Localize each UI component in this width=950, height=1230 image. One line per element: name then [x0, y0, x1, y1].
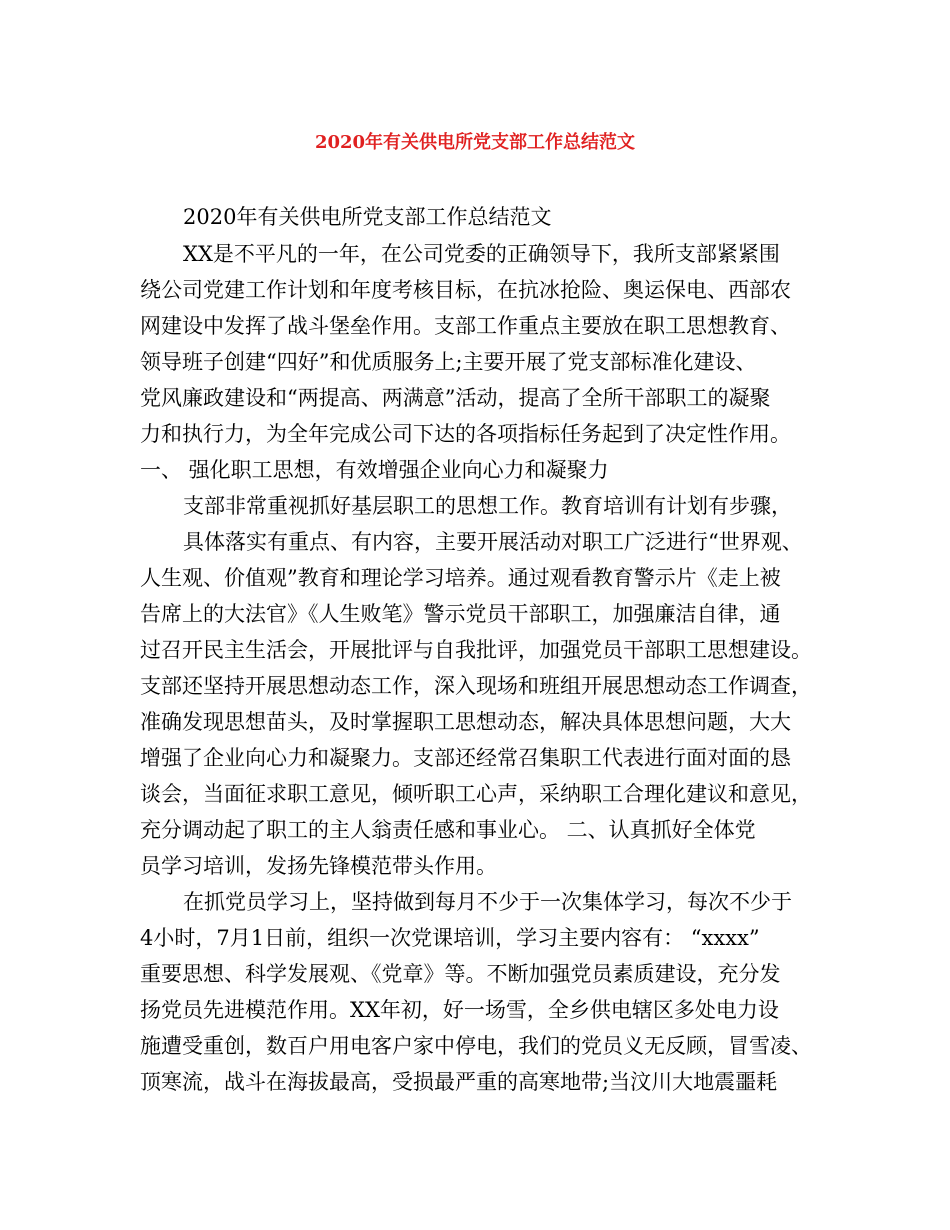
text-line: XX是不平凡的一年，在公司党委的正确领导下，我所支部紧紧围	[183, 242, 780, 266]
text-line: 准确发现思想苗头，及时掌握职工思想动态，解决具体思想问题，大大	[140, 710, 791, 734]
text-line: 党风廉政建设和“两提高、两满意”活动，提高了全所干部职工的凝聚	[140, 386, 771, 410]
section-heading: 一、 强化职工思想，有效增强企业向心力和凝聚力	[140, 458, 609, 482]
text-line: 支部非常重视抓好基层职工的思想工作。教育培训有计划有步骤，	[183, 494, 792, 518]
text-line: 力和执行力，为全年完成公司下达的各项指标任务起到了决定性作用。	[140, 422, 791, 446]
text-line: 顶寒流，战斗在海拔最高，受损最严重的高寒地带;当汶川大地震噩耗	[140, 1070, 778, 1094]
text-line: 员学习培训，发扬先锋模范带头作用。	[140, 854, 497, 878]
text-line: 人生观、价值观”教育和理论学习培养。通过观看教育警示片《走上被	[140, 566, 781, 590]
text-line: 谈会，当面征求职工意见，倾听职工心声，采纳职工合理化建议和意见，	[140, 782, 812, 806]
text-line: 增强了企业向心力和凝聚力。支部还经常召集职工代表进行面对面的恳	[140, 746, 791, 770]
text-line: 支部还坚持开展思想动态工作，深入现场和班组开展思想动态工作调查，	[140, 674, 812, 698]
text-line: 具体落实有重点、有内容，主要开展活动对职工广泛进行“世界观、	[183, 530, 803, 554]
text-line: 在抓党员学习上，坚持做到每月不少于一次集体学习，每次不少于	[183, 890, 792, 914]
text-line: 充分调动起了职工的主人翁责任感和事业心。 二、认真抓好全体党	[140, 818, 756, 842]
text-line: 扬党员先进模范作用。XX年初，好一场雪，全乡供电辖区多处电力设	[140, 998, 779, 1022]
text-line: 4小时，7月1日前，组织一次党课培训，学习主要内容有： “xxxx”	[140, 926, 760, 950]
document-title: 2020年有关供电所党支部工作总结范文	[314, 132, 636, 153]
text-line: 重要思想、科学发展观、《党章》等。不断加强党员素质建设，充分发	[140, 962, 781, 986]
text-line: 绕公司党建工作计划和年度考核目标，在抗冰抢险、奥运保电、西部农	[140, 278, 791, 302]
text-line: 领导班子创建“四好”和优质服务上;主要开展了党支部标准化建设、	[140, 350, 757, 374]
text-line: 网建设中发挥了战斗堡垒作用。支部工作重点主要放在职工思想教育、	[140, 314, 791, 338]
text-line: 施遭受重创，数百户用电客户家中停电，我们的党员义无反顾，冒雪凌、	[140, 1034, 812, 1058]
text-line: 过召开民主生活会，开展批评与自我批评，加强党员干部职工思想建设。	[140, 638, 812, 662]
subtitle-line: 2020年有关供电所党支部工作总结范文	[183, 205, 552, 229]
text-line: 告席上的大法官》《人生败笔》警示党员干部职工，加强廉洁自律，通	[140, 602, 781, 626]
